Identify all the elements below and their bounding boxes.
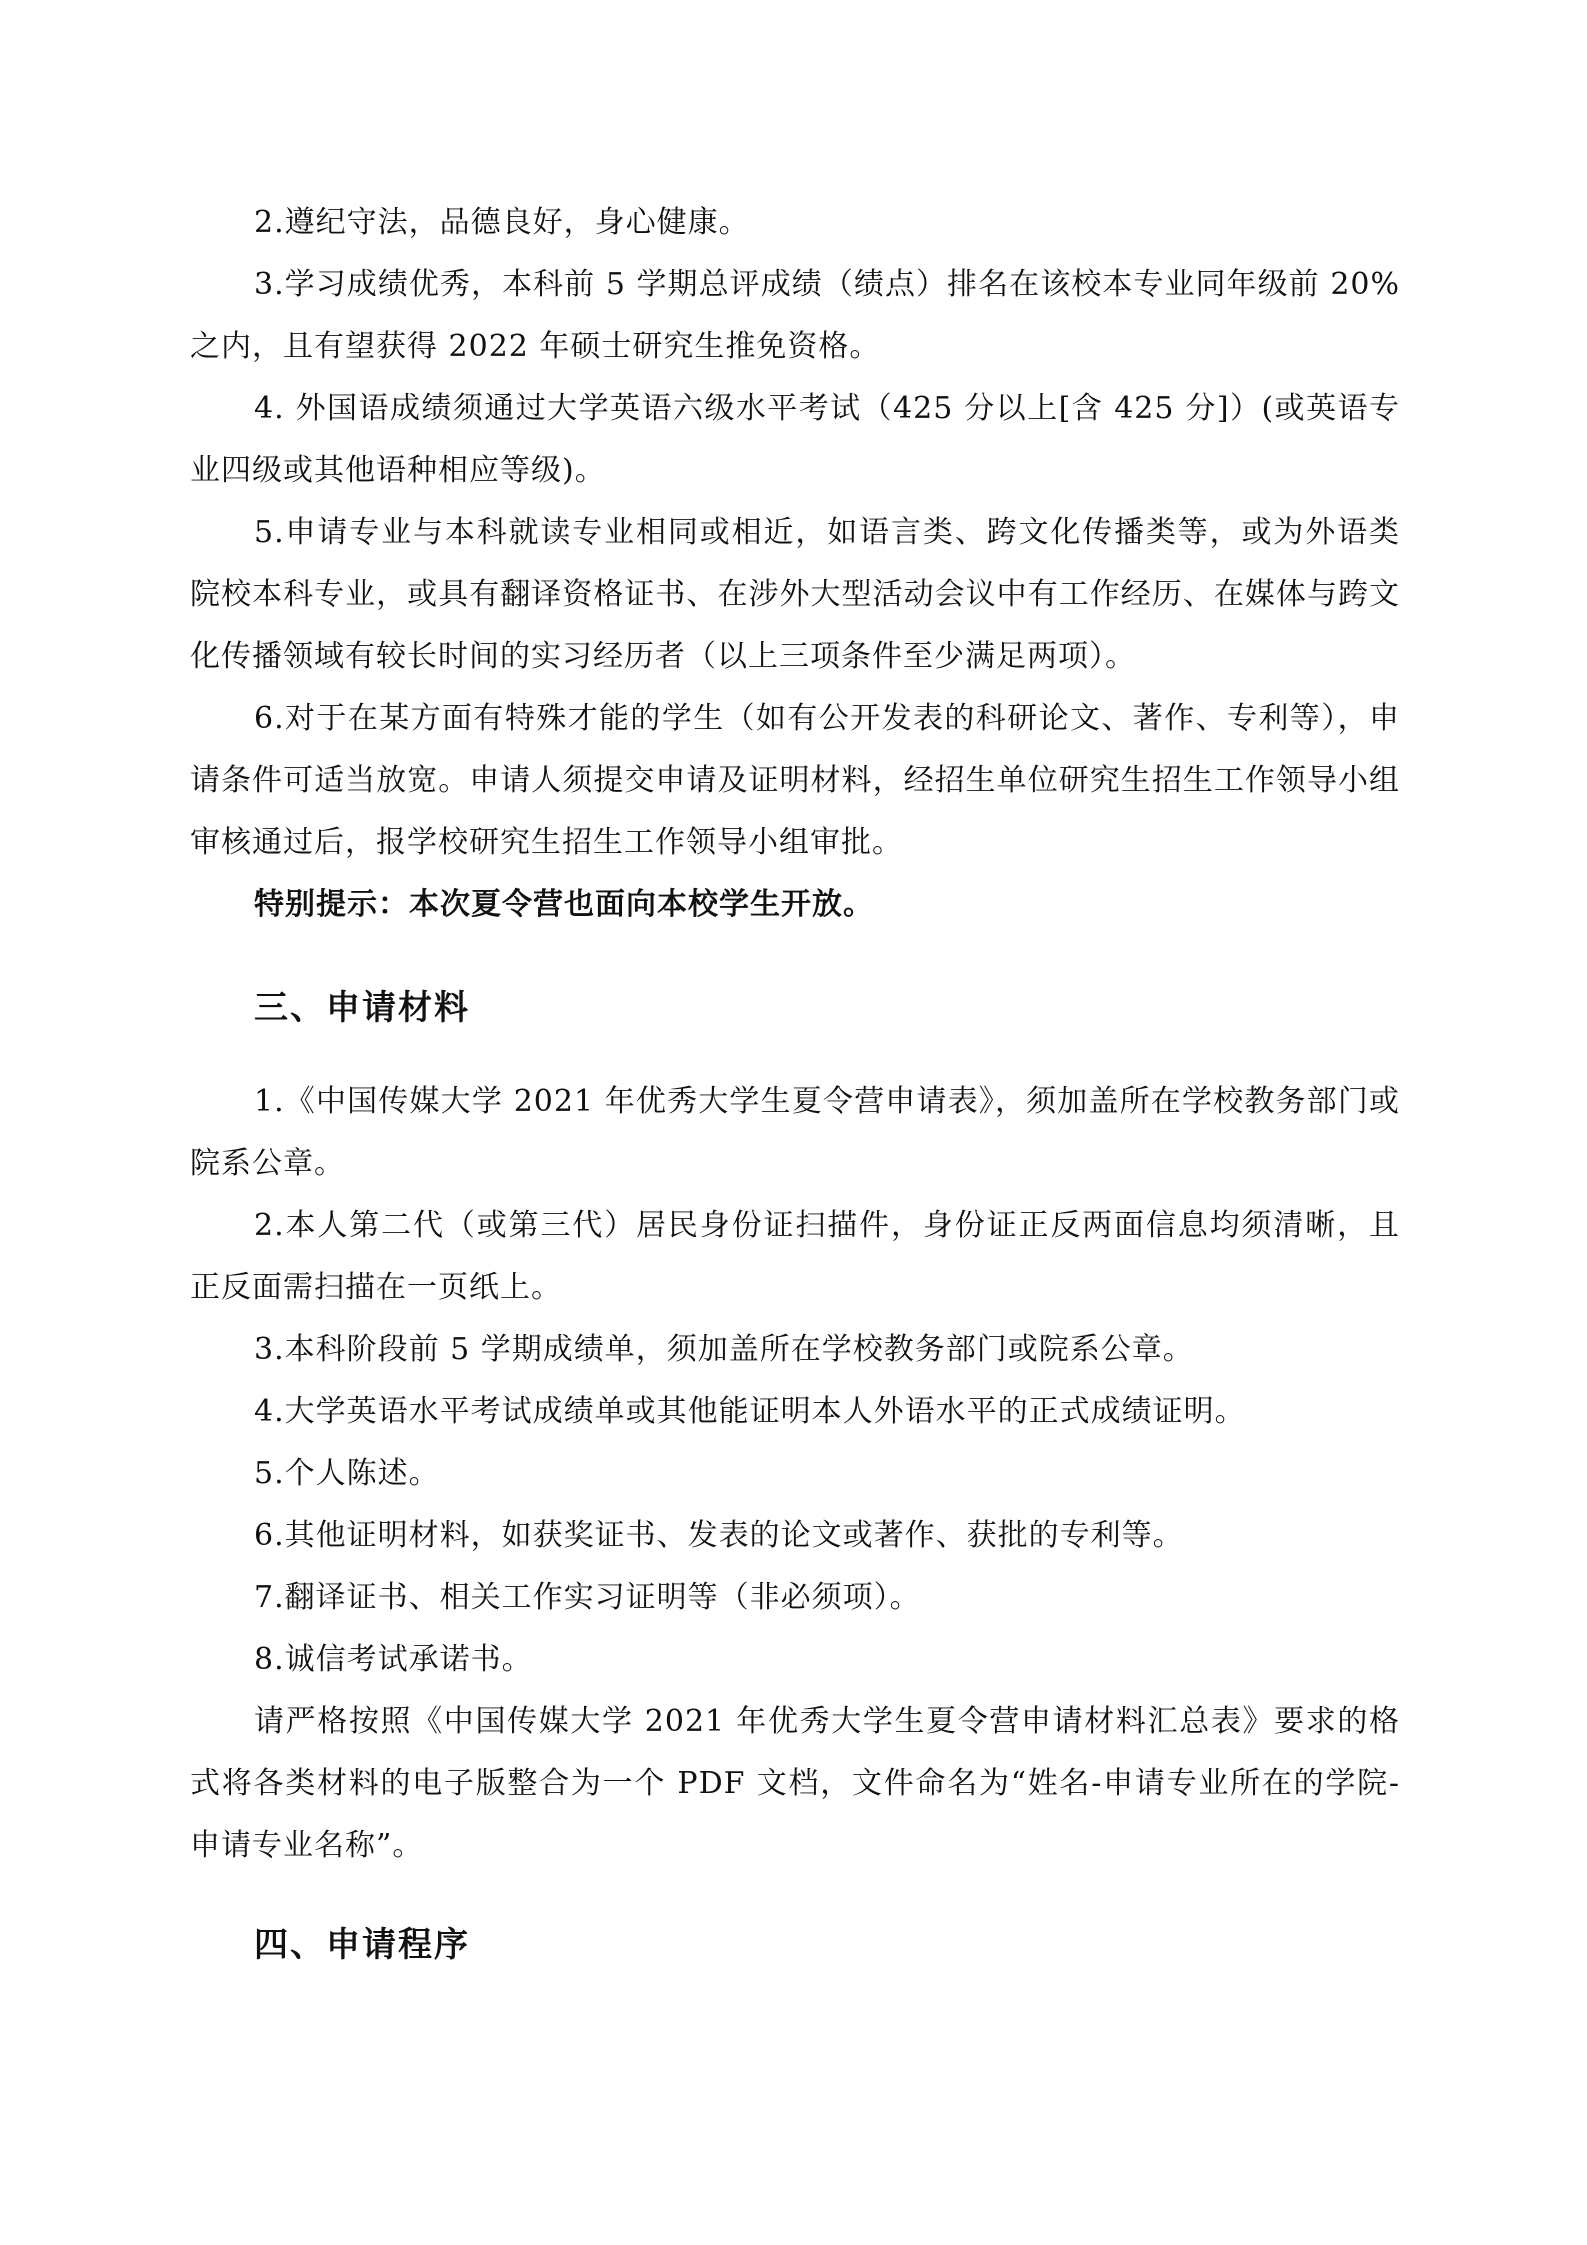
section-3-heading: 三、申请材料	[254, 988, 470, 1028]
material-item-3: 3.本科阶段前 5 学期成绩单，须加盖所在学校教务部门或院系公章。	[254, 1332, 1194, 1367]
requirement-item-6: 6.对于在某方面有特殊才能的学生（如有公开发表的科研论文、著作、专利等），申请条件可适当放宽。申请人须提交申请及证明材料，经招生单位研究生招生工作领导小组审核通过后，报学校研究生招生工作领导小组审批。	[190, 701, 1400, 860]
materials-format-instruction: 请严格按照《中国传媒大学 2021 年优秀大学生夏令营申请材料汇总表》要求的格式将各类材料的电子版整合为一个 PDF 文档，文件命名为“姓名-申请专业所在的学院-申请专业名称”。	[190, 1704, 1400, 1863]
requirement-item-5: 5.申请专业与本科就读专业相同或相近，如语言类、跨文化传播类等，或为外语类院校本科专业，或具有翻译资格证书、在涉外大型活动会议中有工作经历、在媒体与跨文化传播领域有较长时间的实习经历者（以上三项条件至少满足两项）。	[190, 515, 1400, 674]
material-item-6: 6.其他证明材料，如获奖证书、发表的论文或著作、获批的专利等。	[254, 1518, 1184, 1553]
material-item-7: 7.翻译证书、相关工作实习证明等（非必须项）。	[254, 1580, 921, 1615]
requirement-item-4: 4. 外国语成绩须通过大学英语六级水平考试（425 分以上[含 425 分]）(或英语专业四级或其他语种相应等级)。	[190, 391, 1400, 488]
materials-list	[190, 1071, 1400, 1877]
material-item-1: 1.《中国传媒大学 2021 年优秀大学生夏令营申请表》，须加盖所在学校教务部门或院系公章。	[190, 1084, 1400, 1181]
section-4-heading: 四、申请程序	[254, 1925, 470, 1965]
material-item-5: 5.个人陈述。	[254, 1456, 440, 1491]
material-item-2: 2.本人第二代（或第三代）居民身份证扫描件，身份证正反两面信息均须清晰，且正反面需扫描在一页纸上。	[190, 1208, 1400, 1305]
requirements-list	[190, 192, 1400, 936]
material-item-4: 4.大学英语水平考试成绩单或其他能证明本人外语水平的正式成绩证明。	[254, 1394, 1246, 1429]
requirement-item-2: 2.遵纪守法，品德良好，身心健康。	[254, 205, 750, 240]
special-note: 特别提示：本次夏令营也面向本校学生开放。	[254, 887, 874, 922]
requirement-item-3: 3.学习成绩优秀，本科前 5 学期总评成绩（绩点）排名在该校本专业同年级前 20%之内，且有望获得 2022 年硕士研究生推免资格。	[190, 267, 1400, 364]
material-item-8: 8.诚信考试承诺书。	[254, 1642, 533, 1677]
